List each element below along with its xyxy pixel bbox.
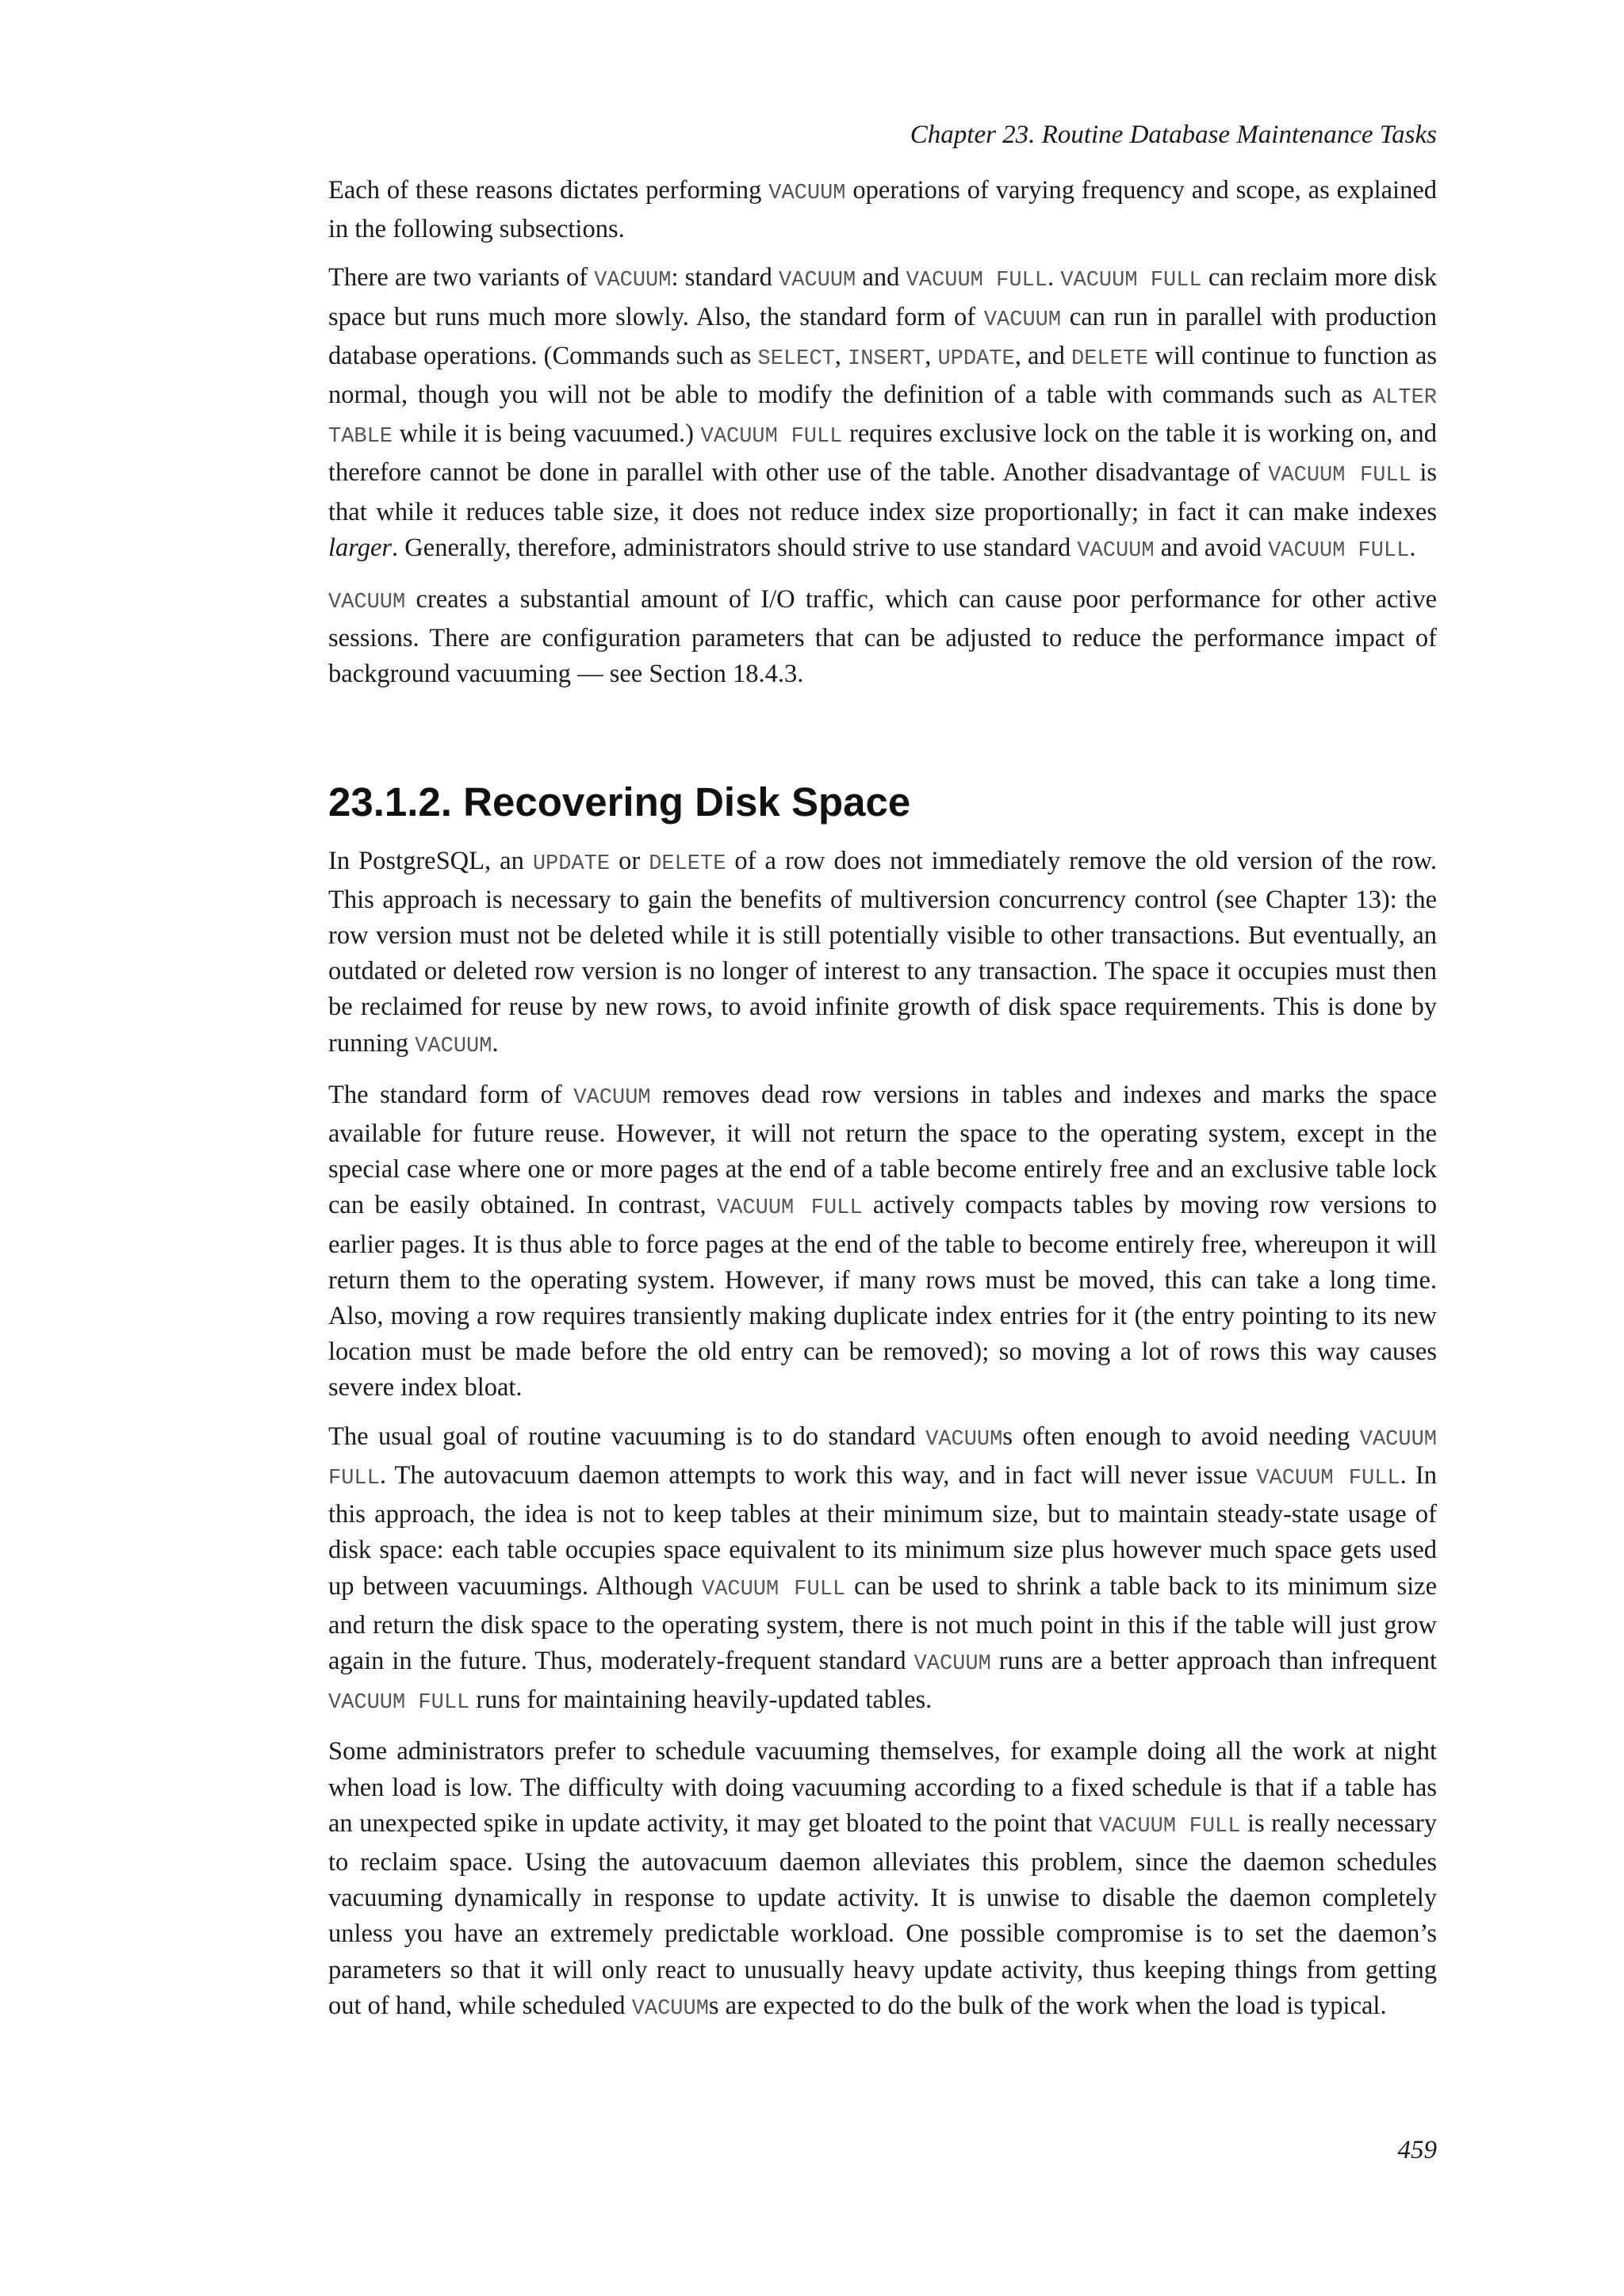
inline-code: VACUUM FULL	[700, 425, 843, 450]
body-paragraph: The standard form of VACUUM removes dead row versions in tables and indexes and marks the space available for future reuse. However, it will not return the space to the operating system, except in the special case where one or more pages at the end of a table become entirely free and an exclusive table lock can be easily obtained. In contrast, VACUUM FULL actively compacts tables by moving row versions to earlier pages. It is thus able to force pages at the end of the table to become entirely free, whereupon it will return them to the operating system. However, if many rows must be moved, this can take a long time. Also, moving a row requires transiently making duplicate index entries for it (the entry pointing to its new location must be made before the old entry can be removed); so moving a lot of rows this way causes severe index bloat.	[328, 1080, 1437, 1402]
inline-code: VACUUM FULL	[328, 1427, 1437, 1490]
inline-code: UPDATE	[937, 346, 1015, 371]
inline-code: SELECT	[757, 346, 835, 371]
inline-code: VACUUM	[328, 591, 406, 615]
body-paragraph: VACUUM creates a substantial amount of I/O traffic, which can cause poor performance for other active sessions. There are configuration parameters that can be adjusted to reduce the performance impact of background vacuuming — see Section 18.4.3.	[328, 585, 1437, 689]
inline-code: VACUUM	[415, 1034, 492, 1058]
running-header: Chapter 23. Routine Database Maintenance Tasks	[910, 121, 1437, 149]
inline-code: INSERT	[848, 346, 925, 371]
inline-code: VACUUM	[573, 1085, 651, 1110]
inline-code: VACUUM	[925, 1427, 1003, 1452]
intro-paragraphs	[328, 173, 1437, 693]
inline-code: VACUUM	[983, 308, 1062, 332]
inline-code: VACUUM	[594, 269, 672, 293]
inline-code: VACUUM	[779, 269, 856, 293]
inline-code: VACUUM	[914, 1651, 991, 1676]
inline-code: ALTER TABLE	[328, 386, 1437, 450]
page-number: 459	[1397, 2136, 1437, 2164]
inline-code: DELETE	[1071, 346, 1149, 371]
section-heading: 23.1.2. Recovering Disk Space	[328, 779, 911, 825]
inline-code: VACUUM FULL	[1268, 464, 1411, 488]
inline-code: VACUUM FULL	[1256, 1466, 1400, 1490]
emphasis-text: larger	[328, 533, 393, 562]
section-paragraphs	[328, 844, 1437, 2027]
inline-code: VACUUM FULL	[717, 1196, 863, 1221]
inline-code: VACUUM FULL	[1060, 269, 1202, 293]
inline-code: VACUUM FULL	[906, 269, 1048, 293]
inline-code: UPDATE	[532, 851, 611, 876]
inline-code: DELETE	[649, 851, 726, 876]
body-paragraph: There are two variants of VACUUM: standard VACUUM and VACUUM FULL. VACUUM FULL can reclaim more disk space but runs much more slowly. Also, the standard form of VACUUM can run in parallel with production database operations. (Commands such as SELECT, INSERT, UPDATE, and DELETE will continue to function as normal, though you will not be able to modify the definition of a table with commands such as ALTER TABLE while it is being vacuumed.) VACUUM FULL requires exclusive lock on the table it is working on, and therefore cannot be done in parallel with other use of the table. Another disadvantage of VACUUM FULL is that while it reduces table size, it does not reduce index size proportionally; in fact it can make indexes larger. Generally, therefore, administrators should strive to use standard VACUUM and avoid VACUUM FULL.	[328, 263, 1438, 563]
body-paragraph: The usual goal of routine vacuuming is to do standard VACUUMs often enough to avoid needing VACUUM FULL. The autovacuum daemon attempts to work this way, and in fact will never issue VACUUM FULL. In this approach, the idea is not to keep tables at their minimum size, but to maintain steady-state usage of disk space: each table occupies space equivalent to its minimum size plus however much space gets used up between vacuumings. Although VACUUM FULL can be used to shrink a table back to its minimum size and return the disk space to the operating system, there is not much point in this if the table will just grow again in the future. Thus, moderately-frequent standard VACUUM runs are a better approach than infrequent VACUUM FULL runs for maintaining heavily-updated tables.	[328, 1422, 1437, 1716]
inline-code: VACUUM	[768, 182, 846, 205]
body-paragraph: Some administrators prefer to schedule vacuuming themselves, for example doing all the work at night when load is low. The difficulty with doing vacuuming according to a fixed schedule is that if a table has an unexpected spike in update activity, it may get bloated to the point that VACUUM FULL is really necessary to reclaim space. Using the autovacuum daemon alleviates this problem, since the daemon schedules vacuuming dynamically in response to update activity. It is unwise to disable the daemon completely unless you have an extremely predictable workload. One possible compromise is to set the daemon’s parameters so that it will only react to unusually heavy update activity, thus keeping things from getting out of hand, while scheduled VACUUMs are expected to do the bulk of the work when the load is typical.	[328, 1737, 1437, 2021]
inline-code: VACUUM FULL	[702, 1577, 846, 1601]
inline-code: VACUUM	[631, 1996, 709, 2021]
body-paragraph: In PostgreSQL, an UPDATE or DELETE of a row does not immediately remove the old version of the row. This approach is necessary to gain the benefits of multiversion concurrency control (see Chapter 13): the row version must not be deleted while it is still potentially visible to other transactions. But eventually, an outdated or deleted row version is no longer of interest to any transaction. The space it occupies must then be reclaimed for reuse by new rows, to avoid infinite growth of disk space requirements. This is done by running VACUUM.	[328, 846, 1437, 1058]
document-page	[328, 119, 1437, 2040]
inline-code: VACUUM FULL	[1098, 1814, 1241, 1839]
body-paragraph: Each of these reasons dictates performing VACUUM operations of varying frequency and scope, as explained in the following subsections.	[328, 176, 1437, 244]
inline-code: VACUUM FULL	[1268, 538, 1410, 563]
inline-code: VACUUM FULL	[328, 1691, 470, 1716]
inline-code: VACUUM	[1077, 538, 1155, 563]
